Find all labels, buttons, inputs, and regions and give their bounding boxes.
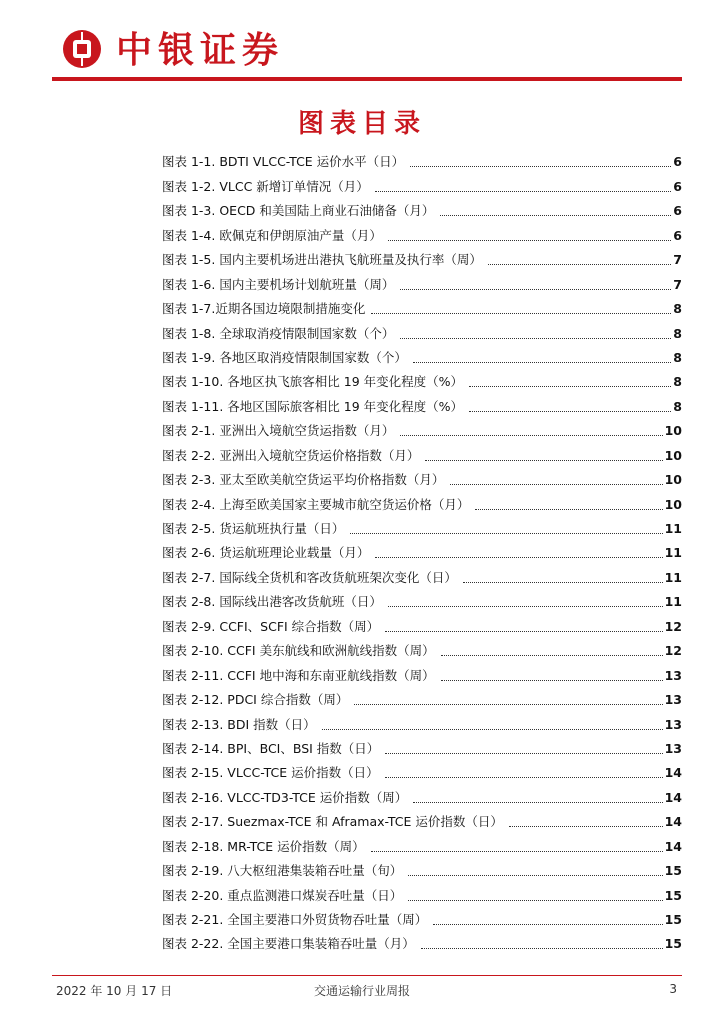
toc-dot-leader [509,825,663,827]
page-header [50,26,690,76]
toc-entry[interactable] [162,904,682,928]
toc-entry[interactable] [162,219,682,243]
toc-dot-leader [350,532,662,534]
toc-entry-page: 10 [664,447,682,463]
toc-entry-page: 14 [664,838,682,854]
table-of-figures [162,146,682,952]
toc-dot-leader [385,630,662,632]
toc-entry-page: 12 [664,618,682,634]
toc-entry-page: 14 [664,765,682,781]
toc-dot-leader [440,214,671,216]
toc-entry-label: 图表 2-11. CCFI 地中海和东南亚航线指数（周） [162,667,435,683]
toc-entry-page: 11 [664,594,682,610]
toc-entry-label: 图表 2-3. 亚太至欧美航空货运平均价格指数（月） [162,472,445,488]
toc-entry-label: 图表 2-1. 亚洲出入境航空货运指数（月） [162,423,395,439]
toc-entry-page: 8 [673,374,682,390]
toc-entry-label: 图表 1-3. OECD 和美国陆上商业石油储备（月） [162,203,435,219]
toc-entry[interactable] [162,733,682,757]
toc-entry[interactable] [162,928,682,952]
toc-entry[interactable] [162,879,682,903]
toc-entry-page: 7 [673,252,682,268]
toc-entry-page: 11 [664,521,682,536]
toc-dot-leader [400,288,671,290]
toc-entry-page: 11 [664,569,682,585]
toc-dot-leader [463,581,663,583]
footer-divider [52,975,682,976]
toc-entry-label: 图表 2-12. PDCI 综合指数（周） [162,692,349,708]
toc-dot-leader [371,312,671,314]
toc-dot-leader [413,361,671,363]
toc-entry-page: 13 [664,692,682,708]
toc-dot-leader [469,385,671,387]
toc-dot-leader [375,190,672,192]
toc-entry-page: 6 [673,227,682,243]
toc-entry-label: 图表 1-2. VLCC 新增订单情况（月） [162,178,369,194]
toc-entry-label: 图表 2-9. CCFI、SCFI 综合指数（周） [162,618,380,634]
toc-entry[interactable] [162,439,682,463]
toc-entry-page: 10 [664,496,682,512]
toc-entry[interactable] [162,342,682,366]
toc-entry-page: 14 [664,789,682,805]
toc-entry-label: 图表 2-14. BPI、BCI、BSI 指数（日） [162,740,380,756]
toc-entry[interactable] [162,708,682,732]
toc-entry-page: 6 [673,178,682,194]
boc-logo-icon [63,30,101,68]
toc-entry-label: 图表 1-8. 全球取消疫情限制国家数（个） [162,325,395,341]
toc-entry-label: 图表 2-22. 全国主要港口集装箱吞吐量（月） [162,936,415,952]
toc-dot-leader [469,410,671,412]
toc-dot-leader [354,703,662,705]
toc-entry-page: 10 [664,423,682,439]
brand-name: 中银证券 [116,29,285,71]
toc-entry-label: 图表 2-8. 国际线出港客改货航班（日） [162,594,382,610]
toc-entry[interactable] [162,513,682,537]
toc-entry[interactable] [162,830,682,854]
toc-entry[interactable] [162,610,682,634]
footer-page-number: 3 [669,982,677,996]
toc-dot-leader [400,434,662,436]
toc-entry-page: 13 [664,716,682,732]
toc-entry[interactable] [162,561,682,585]
toc-entry[interactable] [162,659,682,683]
toc-dot-leader [408,899,662,901]
toc-entry[interactable] [162,586,682,610]
toc-entry-page: 8 [673,349,682,365]
toc-entry[interactable] [162,244,682,268]
toc-title: 图表目录 [297,109,426,139]
toc-entry-label: 图表 1-7.近期各国边境限制措施变化 [162,301,366,317]
toc-entry-label: 图表 1-5. 国内主要机场进出港执飞航班量及执行率（周） [162,252,482,268]
toc-entry-page: 6 [673,203,682,219]
toc-entry-page: 15 [664,863,682,879]
toc-entry-label: 图表 1-11. 各地区国际旅客相比 19 年变化程度（%） [162,398,464,414]
toc-dot-leader [322,728,663,730]
toc-entry-page: 14 [664,814,682,830]
toc-entry-page: 15 [664,936,682,952]
toc-entry-page: 13 [664,667,682,683]
toc-dot-leader [441,679,663,681]
toc-entry-page: 15 [664,887,682,903]
toc-entry-label: 图表 2-2. 亚洲出入境航空货运价格指数（月） [162,447,420,463]
toc-entry[interactable] [162,781,682,805]
toc-entry-page: 12 [664,643,682,659]
toc-dot-leader [375,556,662,558]
toc-dot-leader [371,850,663,852]
footer-date: 2022 年 10 月 17 日 [56,984,173,998]
toc-entry[interactable] [162,757,682,781]
toc-entry-label: 图表 2-21. 全国主要港口外贸货物吞吐量（周） [162,912,428,927]
toc-entry-page: 8 [673,398,682,414]
toc-dot-leader [385,752,662,754]
toc-entry-label: 图表 1-4. 欧佩克和伊朗原油产量（月） [162,227,382,243]
toc-entry-label: 图表 1-6. 国内主要机场计划航班量（周） [162,276,395,292]
toc-entry-page: 15 [664,912,682,927]
toc-dot-leader [408,874,662,876]
toc-entry-page: 11 [664,545,682,561]
toc-dot-leader [388,605,663,607]
toc-entry[interactable] [162,268,682,292]
toc-entry-label: 图表 2-16. VLCC-TD3-TCE 运价指数（周） [162,789,408,805]
toc-entry[interactable] [162,293,682,317]
toc-entry-label: 图表 2-13. BDI 指数（日） [162,716,316,732]
toc-entry[interactable] [162,366,682,390]
toc-entry-label: 图表 2-10. CCFI 美东航线和欧洲航线指数（周） [162,643,435,659]
toc-dot-leader [413,801,662,803]
header-divider [52,77,682,81]
toc-entry-label: 图表 2-6. 货运航班理论业载量（月） [162,545,370,561]
toc-dot-leader [425,459,662,461]
toc-entry[interactable] [162,170,682,194]
toc-entry-page: 8 [673,301,682,317]
toc-entry-label: 图表 2-4. 上海至欧美国家主要城市航空货运价格（月） [162,496,470,512]
toc-entry-page: 7 [673,276,682,292]
toc-dot-leader [450,483,662,485]
toc-dot-leader [410,165,671,167]
toc-entry-label: 图表 2-20. 重点监测港口煤炭吞吐量（日） [162,887,403,903]
toc-entry-page: 10 [664,472,682,488]
toc-entry-label: 图表 2-18. MR-TCE 运价指数（周） [162,838,365,854]
toc-entry[interactable] [162,488,682,512]
toc-entry[interactable] [162,855,682,879]
toc-entry-page: 8 [673,325,682,341]
toc-entry[interactable] [162,684,682,708]
toc-entry-label: 图表 1-1. BDTI VLCC-TCE 运价水平（日） [162,154,405,170]
toc-entry[interactable] [162,537,682,561]
toc-entry[interactable] [162,635,682,659]
toc-dot-leader [433,923,662,925]
toc-entry-label: 图表 2-19. 八大枢纽港集装箱吞吐量（旬） [162,863,403,879]
toc-dot-leader [475,508,662,510]
toc-entry-label: 图表 1-10. 各地区执飞旅客相比 19 年变化程度（%） [162,374,464,390]
toc-dot-leader [441,654,663,656]
toc-entry-page: 6 [673,154,682,170]
toc-entry-label: 图表 1-9. 各地区取消疫情限制国家数（个） [162,349,407,365]
toc-entry[interactable] [162,390,682,414]
toc-entry[interactable] [162,415,682,439]
toc-dot-leader [421,947,663,949]
toc-entry[interactable] [162,146,682,170]
toc-entry-label: 图表 2-17. Suezmax-TCE 和 Aframax-TCE 运价指数（日） [162,814,503,830]
toc-dot-leader [400,337,671,339]
toc-entry[interactable] [162,806,682,830]
toc-entry-label: 图表 2-15. VLCC-TCE 运价指数（日） [162,765,379,781]
toc-dot-leader [388,239,671,241]
footer-report-name: 交通运输行业周报 [313,984,410,998]
toc-entry[interactable] [162,317,682,341]
toc-dot-leader [385,776,663,778]
toc-entry[interactable] [162,195,682,219]
toc-dot-leader [488,263,671,265]
toc-entry[interactable] [162,464,682,488]
toc-entry-label: 图表 2-5. 货运航班执行量（日） [162,521,345,536]
toc-entry-label: 图表 2-7. 国际线全货机和客改货航班架次变化（日） [162,569,457,585]
toc-entry-page: 13 [664,740,682,756]
